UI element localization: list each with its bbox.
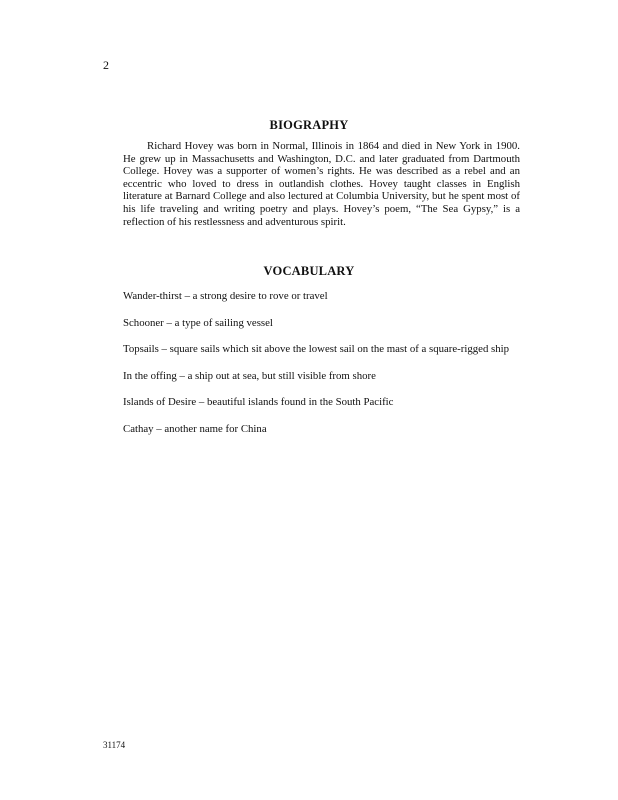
vocabulary-item: Wander-thirst – a strong desire to rove or travel [123, 290, 328, 302]
biography-paragraph: Richard Hovey was born in Normal, Illinois in 1864 and died in New York in 1900. He grew up in Massachusetts and Washington, D.C. and later graduated from Dartmouth College. Hovey was a supporter of women’s rights. He was described as a rebel and an eccentric who loved to dress in outlandish clothes. Hovey taught classes in English literature at Barnard College and also lectured at Columbia University, but he spent most of his life traveling and writing poetry and plays. Hovey’s poem, “The Sea Gypsy,” is a reflection of his restlessness and adventurous spirit. [123, 140, 520, 228]
biography-heading: BIOGRAPHY [269, 118, 349, 132]
vocabulary-item: Cathay – another name for China [123, 422, 267, 435]
footer-code: 31174 [103, 740, 126, 750]
vocabulary-item: Schooner – a type of sailing vessel [123, 316, 273, 329]
vocabulary-item: Islands of Desire – beautiful islands found in the South Pacific [123, 396, 394, 408]
vocabulary-list [123, 290, 543, 449]
page-number: 2 [103, 58, 109, 72]
vocabulary-item: Topsails – square sails which sit above the lowest sail on the mast of a square-rigged ship [123, 343, 510, 355]
vocabulary-item: In the offing – a ship out at sea, but still visible from shore [123, 369, 376, 382]
vocabulary-heading: VOCABULARY [263, 264, 355, 278]
